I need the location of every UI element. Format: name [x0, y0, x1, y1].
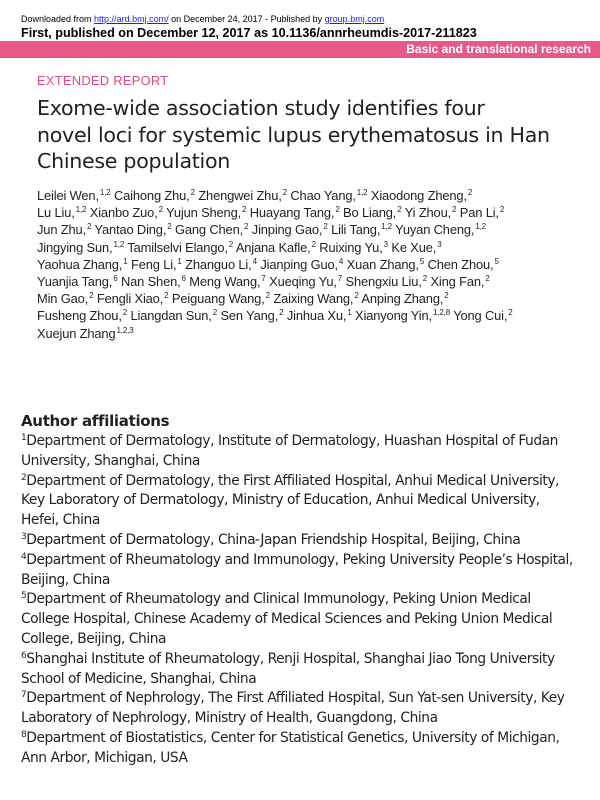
author-affiliation-marker: 2 [279, 308, 284, 318]
affiliations-heading: Author affiliations [21, 412, 170, 430]
author-name: Gang Chen, [171, 222, 244, 238]
affiliation-line [21, 749, 596, 769]
author-name: Bo Liang, [339, 205, 397, 221]
author-affiliation-marker: 1 [177, 256, 182, 266]
author-name: Jun Zhu, [37, 222, 86, 238]
author-affiliation-marker: 7 [261, 274, 266, 284]
report-type-label: EXTENDED REPORT [37, 73, 169, 88]
first-published-line: First, published on December 12, 2017 as 10.1136/annrheumdis-2017-211823 [21, 26, 477, 40]
author-affiliation-marker: 2 [122, 308, 128, 318]
author-name: Xing Fan, [427, 274, 485, 290]
author-affiliation-marker: 2 [86, 222, 92, 232]
affiliation-list [21, 432, 596, 769]
author-affiliation-marker: 2 [164, 291, 169, 301]
author-affiliation-marker: 3 [383, 239, 388, 249]
affiliation-line [21, 531, 596, 551]
author-affiliation-marker: 2 [335, 205, 340, 215]
affiliation-number: 6 [21, 650, 27, 661]
author-line [37, 187, 597, 204]
affiliation-line [21, 650, 596, 670]
author-affiliation-marker: 2 [265, 291, 270, 301]
author-name: Yuyan Cheng, [391, 222, 475, 238]
author-name: Leilei Wen, [37, 188, 99, 203]
author-list [37, 187, 597, 342]
author-name: Fengli Xiao, [93, 291, 164, 307]
author-line [37, 290, 597, 307]
author-line [37, 204, 597, 221]
author-name: Ruixing Yu, [315, 239, 383, 255]
author-affiliation-marker: 6 [113, 274, 118, 284]
author-name: Zhanguo Li, [181, 256, 252, 272]
affiliation-number: 8 [21, 729, 27, 740]
author-affiliation-marker: 2 [244, 222, 249, 232]
author-affiliation-marker: 1,2 [75, 205, 87, 215]
author-affiliation-marker: 2 [228, 239, 234, 249]
author-line [37, 256, 597, 273]
author-affiliation-marker: 2 [397, 205, 402, 215]
author-name: Yantao Ding, [91, 222, 167, 238]
author-name: Lili Tang, [327, 222, 381, 238]
article-title [37, 95, 597, 175]
author-affiliation-marker: 2 [485, 274, 490, 284]
affiliation-line [21, 689, 596, 709]
author-affiliation-marker: 2 [508, 308, 513, 318]
author-name: Min Gao, [37, 291, 89, 307]
author-affiliation-marker: 2 [499, 205, 505, 215]
affiliation-text: Department of Dermatology, Institute of Dermatology, Huashan Hospital of Fudan [26, 433, 558, 449]
author-name: Xuejun Zhang [37, 325, 116, 341]
author-name: Yong Cui, [450, 308, 508, 324]
affiliation-number: 4 [21, 551, 27, 562]
author-name: Shengxiu Liu, [342, 274, 422, 290]
author-affiliation-marker: 1 [123, 256, 128, 266]
author-name: Caihong Zhu, [110, 188, 190, 203]
affiliation-line [21, 590, 596, 610]
title-line: Exome-wide association study identifies four [37, 96, 485, 120]
author-affiliation-marker: 5 [419, 256, 425, 266]
author-affiliation-marker: 2 [212, 308, 218, 318]
affiliation-line [21, 472, 596, 492]
affiliation-number: 1 [21, 433, 27, 443]
author-name: Chao Yang, [286, 188, 356, 203]
author-affiliation-marker: 2 [311, 239, 316, 249]
author-line [37, 239, 597, 256]
affiliation-text: Hefei, China [21, 512, 100, 529]
author-affiliation-marker: 7 [337, 274, 343, 284]
affiliation-line [21, 452, 596, 472]
author-affiliation-marker: 1,2,8 [432, 308, 450, 318]
affiliation-line [21, 670, 596, 690]
author-affiliation-marker: 2 [158, 205, 163, 215]
author-affiliation-marker: 1,2 [113, 239, 125, 249]
affiliation-line [21, 729, 596, 749]
affiliation-number: 2 [21, 472, 27, 483]
author-name: Xianyong Yin, [351, 308, 432, 324]
author-name: Sen Yang, [217, 308, 279, 324]
download-notice [21, 14, 384, 24]
author-affiliation-marker: 4 [252, 256, 257, 266]
author-line [37, 273, 597, 290]
author-affiliation-marker: 2 [242, 205, 247, 215]
section-band [0, 41, 600, 58]
affiliation-text: Shanghai Institute of Rheumatology, Renji Hospital, Shanghai Jiao Tong University [26, 650, 555, 667]
affiliation-line [21, 511, 596, 531]
affiliation-text: University, Shanghai, China [21, 452, 200, 469]
author-name: Anjana Kafle, [233, 239, 311, 255]
author-name: Feng Li, [127, 256, 177, 272]
affiliation-line [21, 432, 596, 452]
author-affiliation-marker: 1,2,3 [116, 325, 134, 335]
author-name: Xianbo Zuo, [86, 205, 158, 221]
author-affiliation-marker: 3 [437, 239, 442, 249]
author-affiliation-marker: 1,2 [99, 188, 111, 197]
author-name: Tamilselvi Elango, [124, 239, 228, 255]
affiliation-text: Beijing, China [21, 571, 110, 588]
affiliation-text: Department of Nephrology, The First Affiliated Hospital, Sun Yat-sen University, Key [26, 690, 565, 707]
affiliation-text: School of Medicine, Shanghai, China [21, 670, 257, 687]
author-affiliation-marker: 2 [354, 291, 359, 301]
affiliation-number: 7 [21, 690, 27, 701]
author-name: Lu Liu, [37, 205, 75, 221]
title-line: Chinese population [37, 149, 231, 173]
author-affiliation-marker: 2 [323, 222, 328, 232]
affiliation-line [21, 610, 596, 630]
author-name: Xiaodong Zheng, [367, 188, 467, 203]
author-affiliation-marker: 2 [452, 205, 457, 215]
affiliation-text: Key Laboratory of Dermatology, Ministry of Education, Anhui Medical University, [21, 492, 540, 509]
author-affiliation-marker: 2 [467, 188, 473, 197]
affiliation-number: 5 [21, 591, 27, 602]
author-name: Zhengwei Zhu, [194, 188, 282, 203]
author-affiliation-marker: 4 [338, 256, 344, 266]
author-affiliation-marker: 2 [190, 188, 195, 197]
author-name: Jinping Gao, [248, 222, 323, 238]
author-affiliation-marker: 6 [181, 274, 186, 284]
author-name: Yaohua Zhang, [37, 256, 123, 272]
author-name: Anping Zhang, [358, 291, 444, 307]
author-affiliation-marker: 2 [89, 291, 94, 301]
author-affiliation-marker: 2 [167, 222, 172, 232]
site-link[interactable]: http://ard.bmj.com/ [94, 14, 169, 24]
affiliation-line [21, 491, 596, 511]
author-affiliation-marker: 1,2 [381, 222, 392, 232]
affiliation-number: 3 [21, 531, 27, 542]
author-name: Zaixing Wang, [269, 291, 354, 307]
author-name: Yuanjia Tang, [37, 274, 113, 290]
affiliation-text: Department of Dermatology, China-Japan Friendship Hospital, Beijing, China [26, 531, 521, 548]
author-name: Meng Wang, [185, 274, 261, 290]
author-name: Jingying Sun, [37, 239, 113, 255]
affiliation-line [21, 630, 596, 650]
affiliation-text: Department of Dermatology, the First Affiliated Hospital, Anhui Medical University, [26, 472, 560, 489]
author-affiliation-marker: 1 [347, 308, 352, 318]
affiliation-line [21, 551, 596, 571]
author-name: Huayang Tang, [246, 205, 335, 221]
author-name: Ke Xue, [387, 239, 437, 255]
author-name: Nan Shen, [117, 274, 181, 290]
affiliation-text: Laboratory of Nephrology, Ministry of Health, Guangdong, China [21, 710, 438, 727]
author-line [37, 325, 597, 342]
author-name: Jinhua Xu, [283, 308, 347, 324]
author-name: Xueqing Yu, [265, 274, 337, 290]
author-name: Chen Zhou, [424, 256, 494, 272]
author-name: Liangdan Sun, [127, 308, 212, 324]
author-name: Jianping Guo, [256, 256, 338, 272]
download-middle: on December 24, 2017 - Published by [168, 14, 325, 24]
group-link[interactable]: group.bmj.com [324, 14, 385, 24]
author-affiliation-marker: 5 [494, 256, 499, 266]
affiliation-text: Ann Arbor, Michigan, USA [21, 749, 188, 766]
author-affiliation-marker: 2 [282, 188, 287, 197]
author-line [37, 221, 597, 238]
affiliation-line [21, 571, 596, 591]
section-band-label: Basic and translational research [406, 42, 591, 56]
author-name: Fusheng Zhou, [37, 308, 122, 324]
author-affiliation-marker: 2 [422, 274, 428, 284]
title-line: novel loci for systemic lupus erythematosus in Han [37, 122, 550, 147]
author-affiliation-marker: 1,2 [356, 188, 368, 197]
affiliation-text: College Hospital, Chinese Academy of Medical Sciences and Peking Union Medical [21, 611, 553, 628]
author-name: Yujun Sheng, [162, 205, 242, 221]
affiliation-text: Department of Rheumatology and Immunology, Peking University People’s Hospital, [26, 551, 573, 568]
affiliation-text: Department of Rheumatology and Clinical Immunology, Peking Union Medical [26, 591, 531, 608]
affiliation-line [21, 709, 596, 729]
author-name: Yi Zhou, [401, 205, 452, 221]
affiliation-text: Department of Biostatistics, Center for Statistical Genetics, University of Michigan, [26, 729, 560, 746]
author-affiliation-marker: 1,2 [475, 222, 486, 232]
affiliation-text: College, Beijing, China [21, 630, 167, 647]
author-name: Peiguang Wang, [168, 291, 265, 307]
download-prefix: Downloaded from [21, 14, 95, 24]
author-name: Xuan Zhang, [343, 256, 419, 272]
author-name: Pan Li, [456, 205, 499, 221]
author-line [37, 307, 597, 324]
author-affiliation-marker: 2 [444, 291, 449, 301]
